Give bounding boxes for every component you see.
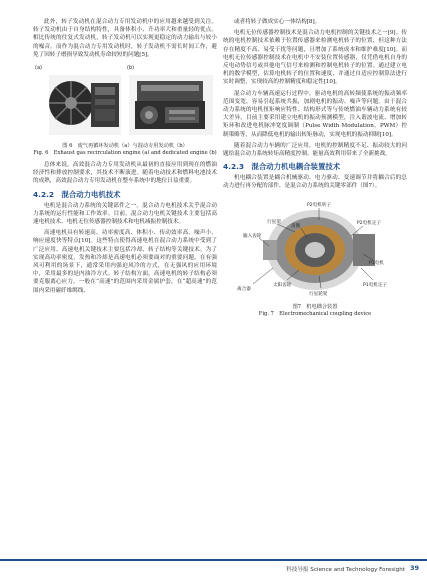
callout-p1-motor: P1电机	[369, 260, 384, 266]
egr-engine-image	[49, 75, 121, 135]
footer-accent-bar	[0, 559, 427, 561]
left-para-2: 总体来说，高效混合动力专用发动机从最初的直接应用到现在的燃油经济性和排放控制要求，其技术不断演进。随着电动技术和燃料电池技术的成熟，高效混合动力专用发动机在整车系统中的地位日益重要。	[33, 162, 217, 185]
callout-p2-motor: P2电机转子	[307, 202, 332, 208]
callout-planet-carrier: 行星轮架	[309, 291, 328, 297]
right-para-1: 或者将转子做成实心一体结构[8]。	[234, 19, 321, 25]
figure-6	[33, 63, 217, 141]
section-heading-422: 4.2.2 混合动力电机技术	[33, 189, 121, 199]
page-number: 39	[409, 564, 419, 572]
callout-ring-gear: 齿圈	[291, 223, 301, 229]
fig6-label-b: (b)	[127, 65, 135, 72]
fig6-caption-cn: 图 6 废气再循环发动机（a）与混动专用发动机（b）	[62, 143, 188, 150]
left-para-4: 高速电机具有转速高、功率密度高、体积小、传动效率高、噪声小、响应速度快等特点[10]。这些特点使得高速电机在混合动力系统中受到了广泛应用。高速电机关键技术主要包括冷却、转子结构等关键技术。为了实现高功率密度，发热和冷却是高速电机必须要面对的重要问题。在有强风可利用的场景下，通常采用内强迫风冷的方式，在无强风的应用环境中，采用最多的是内油冷方式。转子结构方面，高速电机的转子结构必须要克服离心应力，一般在“高速”的范围内采用金属护套，在“超高速”的范围内采用碳纤维绑线、	[33, 230, 217, 294]
fig6-engine-images	[33, 63, 217, 141]
right-column	[223, 18, 407, 318]
fig6-caption-en: Fig. 6 Exhaust gas recirculation engine (a) and dedicated engine (b)	[33, 150, 217, 157]
right-para-3: 混合动力车辆高速运行过程中，驱动电机的高转频使系统的振动频率范围变宽，容易引起系统共振，加剧电机的振动、噪声等问题。由于混合动力系统的电机扭矩响应特性、结构形式等与传统燃油车辆动力系统有较大差异，目前主要采用建立电机的振动预测模型，注入谐波电流、增加转矩环和改进电机脉冲宽度调制（Pulse Width Modulation，PWM）控制策略等，从而降低电机的输出转矩脉动，实现电机的振动抑制[10]。	[223, 90, 407, 138]
callout-planet-gear: 行星架	[267, 219, 281, 225]
left-column	[33, 18, 217, 298]
callout-output-gear: 输入齿轮	[243, 233, 262, 239]
fig6-label-a: (a)	[35, 65, 42, 72]
right-para-2: 电机无位传感器控制技术是混合动力电机控制的关键技术之一[9]。传统的电机控制技术依赖于位置传感器来检测电机转子的位置，但这种方法存在精度不高、易受干扰等问题，且增加了系统成本和维护难度[10]。而电机无位传感器控制技术在电机中不安装位置传感器，仅凭借电机自身的反电动势信号或其他电气信号来检测和控制电机转子的位置。通过建立电机的数学模型，估算电机转子的位置和速度，并通过自适应控制算法进行实时调整，实现较高的控制精度和稳定性[10]。	[223, 30, 407, 86]
callout-p1-stator: P1电机定子	[363, 282, 388, 288]
page-footer	[0, 559, 427, 579]
dedicated-engine-image	[129, 75, 213, 135]
fig7-coupling-diagram	[223, 194, 407, 304]
right-para-4: 随着混合动力车辆的广泛应用，电机的控制精度不足、振动较大的问题给混合动力系统转矩高精度控制、能量高效利用带来了全新挑战。	[223, 142, 407, 158]
fig7-caption-cn: 图7 机电耦合装置	[292, 303, 338, 310]
left-para-1: 此外，转子发动机在混合动力专用发动机中的应用越来越受到关注。转子发动机由于自身结构特性，具备体积小、升功率大和重量轻的优点。相比传统的往复式发动机，转子发动机可以实现更稳定的动力输出与较小的噪音。而作为混合动力专用发动机时，转子发动机不需长时间工作，避免了因转子磨损导致发动机寿命较短的问题[5]。	[33, 19, 217, 58]
fig7-caption-en: Fig. 7 Electromechanical coupling device	[258, 310, 372, 317]
section-heading-423: 4.2.3 混合动力机电耦合装置技术	[223, 162, 341, 172]
left-para-3: 电机是混合动力系统的关键部件之一。混合动力电机技术关乎混合动力系统的运行性能和工作效率。目前，混合动力电机关键技术主要包括高速电机技术、电机无位传感器控制技术和电机减振控制技术。	[33, 202, 217, 226]
callout-clutch: 离合器	[237, 286, 251, 292]
callout-p2-stator: P2电机定子	[357, 220, 382, 226]
right-para-5: 机电耦合装置是耦合机械驱动、电力驱动、变速调节并将耦合后的总动力进行再分配的部件，是混合动力系统的关键零部件（图7）。	[223, 175, 407, 190]
figure-7	[223, 194, 407, 304]
journal-name: 科技导报 Science and Technology Foresight	[286, 567, 405, 573]
callout-sun-gear: 太阳齿轮	[273, 282, 292, 288]
